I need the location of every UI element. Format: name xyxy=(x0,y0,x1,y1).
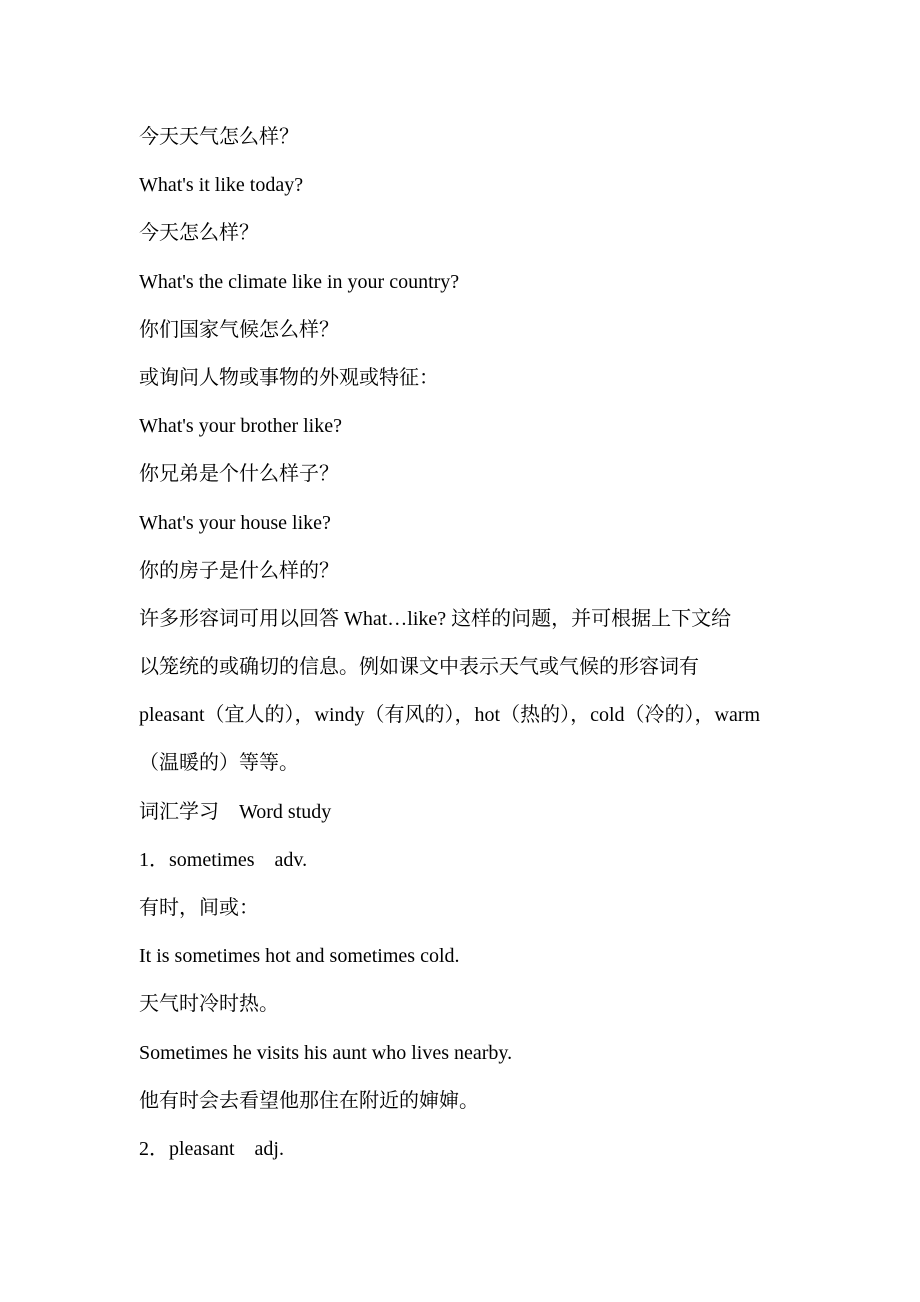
text-line: What's it like today? xyxy=(139,174,304,197)
vocab-entry-pleasant xyxy=(139,1125,799,1173)
text-line: 今天天气怎么样？ xyxy=(139,126,299,148)
entry-meaning: 有时，间或： xyxy=(139,897,259,919)
text-line: 你们国家气候怎么样？ xyxy=(139,318,339,341)
adjectives-paragraph xyxy=(139,595,799,788)
entry-headword: 2．pleasant adj. xyxy=(139,1137,284,1160)
paragraph-line: pleasant（宜人的），windy（有风的），hot（热的），cold（冷的），warm xyxy=(139,704,761,727)
paragraph-line: 许多形容词可用以回答 What…like? 这样的问题，并可根据上下文给 xyxy=(139,607,732,630)
example-chinese: 他有时会去看望他那住在附近的婶婶。 xyxy=(139,1089,479,1112)
text-line: What's the climate like in your country? xyxy=(139,270,460,293)
entry-headword: 1．sometimes adv. xyxy=(139,848,308,871)
text-line: What's your brother like? xyxy=(139,415,342,438)
vocab-entry-sometimes xyxy=(139,836,799,1125)
text-line: 你的房子是什么样的？ xyxy=(139,559,339,582)
text-line: 或询问人物或事物的外观或特征： xyxy=(139,366,439,389)
paragraph-line: 以笼统的或确切的信息。例如课文中表示天气或气候的形容词有 xyxy=(139,656,699,679)
text-line: What's your house like? xyxy=(139,511,331,534)
example-chinese: 天气时冷时热。 xyxy=(139,993,279,1016)
document-body xyxy=(139,113,799,1173)
section-heading: 词汇学习 Word study xyxy=(139,800,332,823)
example-english: Sometimes he visits his aunt who lives nearby. xyxy=(139,1041,513,1064)
text-line: 你兄弟是个什么样子？ xyxy=(139,463,339,486)
paragraph-line: （温暖的）等等。 xyxy=(139,752,299,775)
text-line: 今天怎么样？ xyxy=(139,222,259,245)
example-english: It is sometimes hot and sometimes cold. xyxy=(139,945,460,968)
